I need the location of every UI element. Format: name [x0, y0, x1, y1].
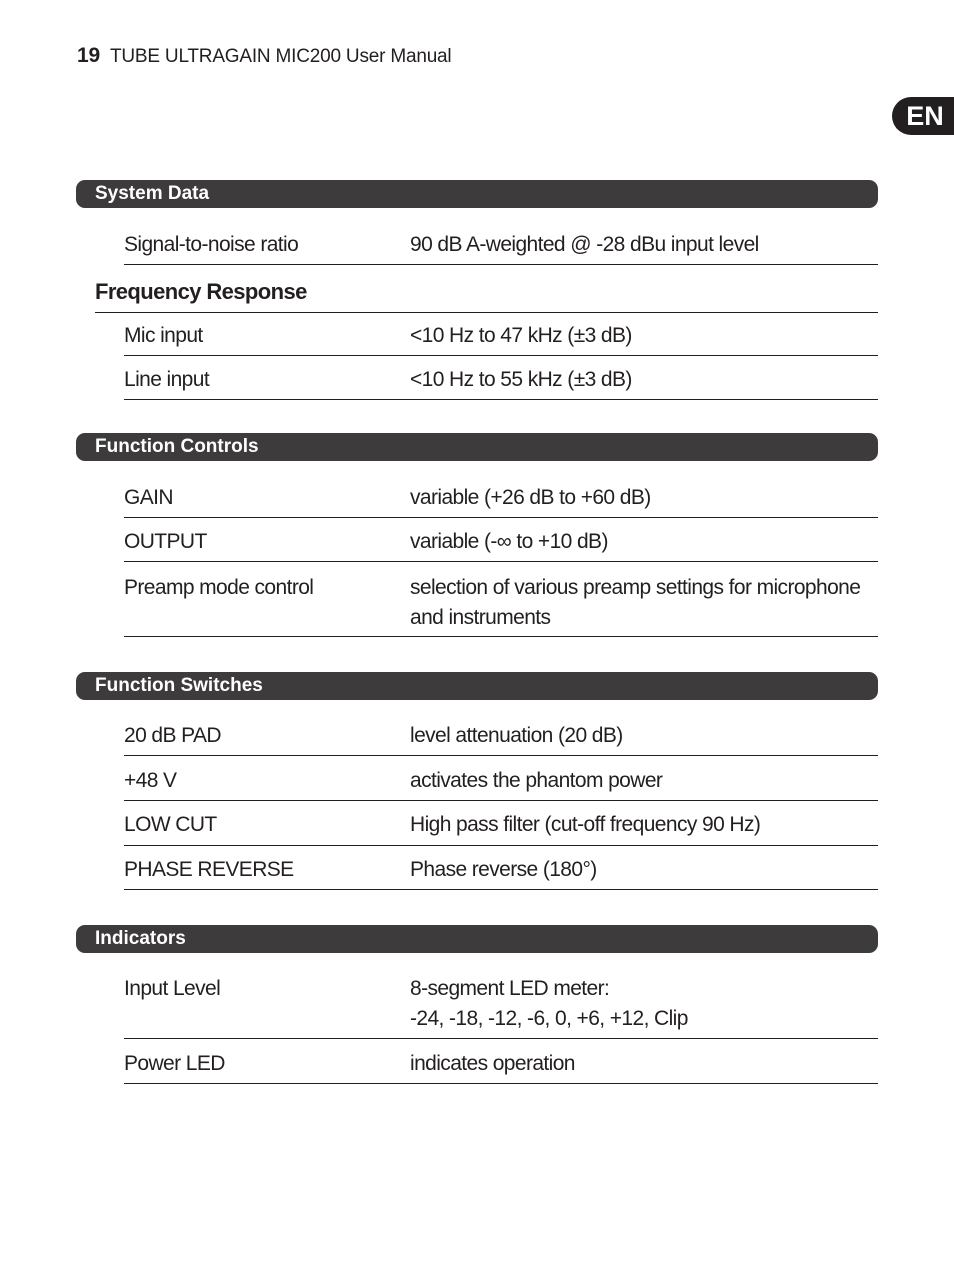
section-bar-function-controls: Function Controls	[76, 433, 878, 461]
page-number: 19	[77, 44, 100, 67]
spec-row-48v	[124, 766, 878, 801]
spec-value: <10 Hz to 47 kHz (±3 dB)	[410, 324, 632, 347]
spec-label: PHASE REVERSE	[124, 858, 294, 881]
spec-label: +48 V	[124, 769, 177, 792]
spec-row-power-led	[124, 1049, 878, 1084]
spec-row-phase-reverse	[124, 855, 878, 890]
spec-label: LOW CUT	[124, 813, 217, 836]
section-bar-indicators: Indicators	[76, 925, 878, 953]
spec-value: level attenuation (20 dB)	[410, 724, 623, 747]
spec-label: Preamp mode control	[124, 576, 314, 599]
spec-value: <10 Hz to 55 kHz (±3 dB)	[410, 368, 632, 391]
spec-row-mic-input	[124, 321, 878, 356]
spec-value: indicates operation	[410, 1052, 575, 1075]
spec-row-low-cut	[124, 810, 878, 846]
manual-title: TUBE ULTRAGAIN MIC200 User Manual	[109, 46, 452, 67]
spec-value: variable (-∞ to +10 dB)	[410, 530, 608, 553]
spec-value: activates the phantom power	[410, 769, 663, 792]
spec-label: Power LED	[124, 1052, 225, 1075]
language-tab: EN	[892, 97, 954, 135]
spec-row-20db-pad	[124, 721, 878, 756]
spec-row-line-input	[124, 365, 878, 400]
spec-row-signal-to-noise	[124, 230, 878, 265]
subhead-frequency-response: Frequency Response	[95, 277, 878, 313]
spec-value-line: -24, -18, -12, -6, 0, +6, +12, Clip	[410, 1007, 688, 1030]
section-bar-system-data: System Data	[76, 180, 878, 208]
spec-value: variable (+26 dB to +60 dB)	[410, 486, 651, 509]
spec-value-line: and instruments	[410, 606, 551, 629]
spec-label: Input Level	[124, 977, 221, 1000]
spec-row-gain	[124, 483, 878, 518]
spec-label: Line input	[124, 368, 210, 391]
page-header	[77, 44, 451, 68]
spec-row-preamp-mode-control	[124, 573, 878, 637]
spec-value: High pass filter (cut-off frequency 90 Hz)	[410, 813, 761, 836]
spec-row-output	[124, 527, 878, 562]
spec-label: Signal-to-noise ratio	[124, 233, 299, 256]
spec-value: Phase reverse (180°)	[410, 858, 597, 881]
spec-label: Mic input	[124, 324, 203, 347]
spec-value-line: 8-segment LED meter:	[410, 977, 610, 1000]
spec-value: 90 dB A-weighted @ -28 dBu input level	[410, 233, 759, 256]
spec-value	[410, 974, 878, 1034]
spec-label: 20 dB PAD	[124, 724, 221, 747]
spec-value	[410, 573, 878, 633]
section-bar-function-switches: Function Switches	[76, 672, 878, 700]
spec-label: GAIN	[124, 486, 173, 509]
spec-value-line: selection of various preamp settings for microphone	[410, 576, 861, 599]
spec-row-input-level	[124, 974, 878, 1039]
spec-label: OUTPUT	[124, 530, 207, 553]
